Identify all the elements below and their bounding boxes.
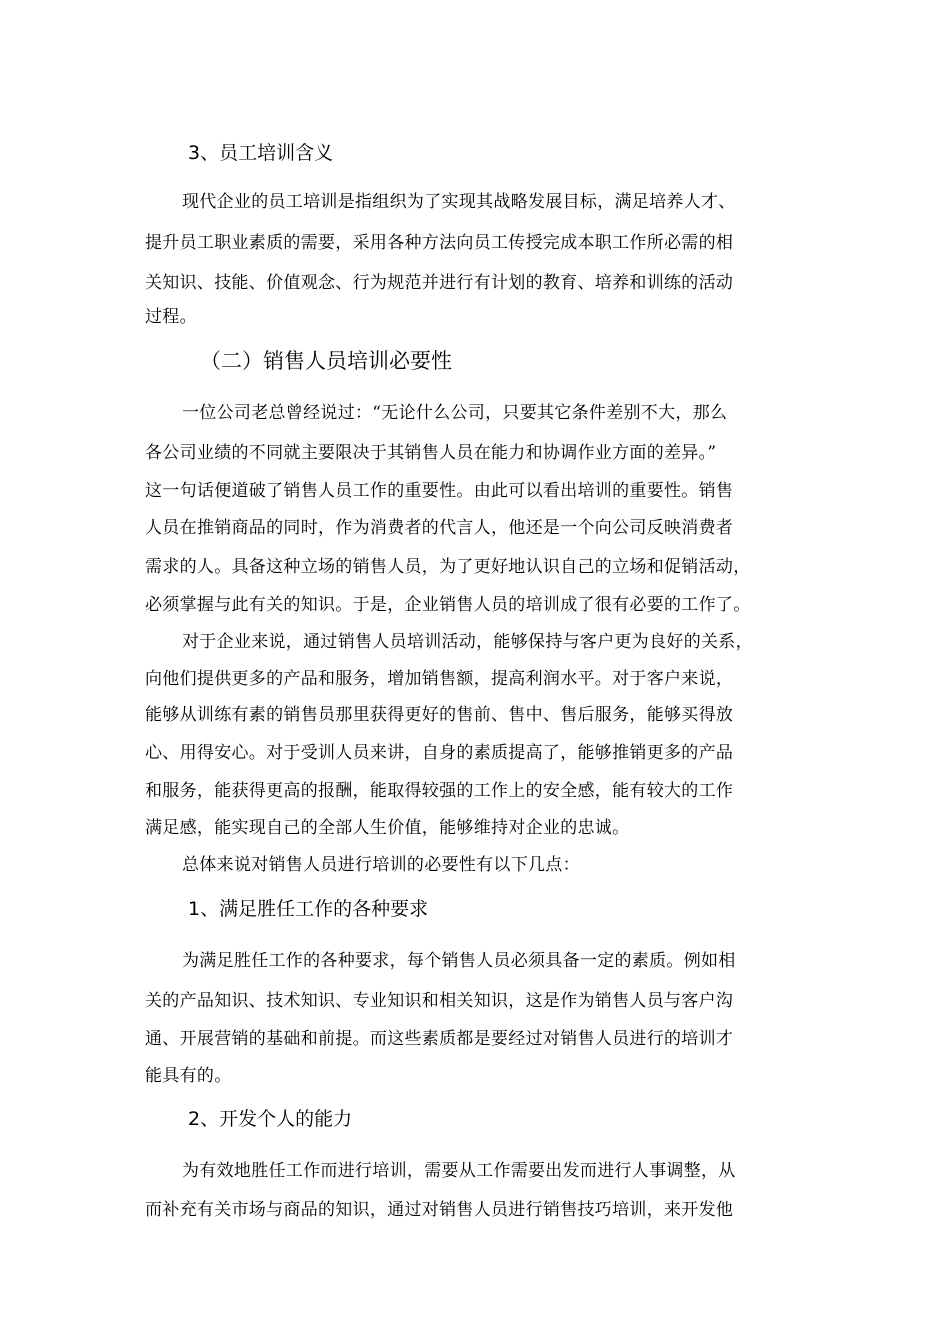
text-line: 通、开展营销的基础和前提。而这些素质都是要经过对销售人员进行的培训才 — [145, 1029, 734, 1049]
text-line: 关的产品知识、技术知识、专业知识和相关知识，这是作为销售人员与客户沟 — [145, 991, 734, 1011]
text-line: 向他们提供更多的产品和服务，增加销售额，提高利润水平。对于客户来说， — [145, 669, 734, 689]
text-line: 满足感，能实现自己的全部人生价值，能够维持对企业的忠诚。 — [145, 818, 630, 838]
subsection-heading-2: 2、开发个人的能力 — [188, 1108, 353, 1130]
text-line: 而补充有关市场与商品的知识，通过对销售人员进行销售技巧培训，来开发他 — [145, 1200, 734, 1220]
text-line: 人员在推销商品的同时，作为消费者的代言人，他还是一个向公司反映消费者 — [145, 518, 734, 538]
text-line: 一位公司老总曾经说过：“无论什么公司，只要其它条件差别不大，那么 — [182, 403, 728, 423]
text-line: 对于企业来说，通过销售人员培训活动，能够保持与客户更为良好的关系， — [182, 632, 753, 652]
text-line: 提升员工职业素质的需要，采用各种方法向员工传授完成本职工作所必需的相 — [145, 233, 734, 253]
text-line: 和服务，能获得更高的报酬，能取得较强的工作上的安全感，能有较大的工作 — [145, 781, 734, 801]
text-line: 为有效地胜任工作而进行培训，需要从工作需要出发而进行人事调整，从 — [182, 1161, 736, 1181]
text-line: 过程。 — [145, 307, 197, 327]
text-line: 心、用得安心。对于受训人员来讲，自身的素质提高了，能够推销更多的产品 — [145, 743, 734, 763]
text-line: 总体来说对销售人员进行培训的必要性有以下几点： — [182, 855, 580, 875]
subsection-heading-1: 1、满足胜任工作的各种要求 — [188, 898, 429, 920]
text-line: 现代企业的员工培训是指组织为了实现其战略发展目标，满足培养人才、 — [182, 192, 736, 212]
text-line: 必须掌握与此有关的知识。于是，企业销售人员的培训成了很有必要的工作了。 — [145, 595, 751, 615]
section-heading-3: 3、员工培训含义 — [188, 142, 334, 164]
text-line: 能够从训练有素的销售员那里获得更好的售前、售中、售后服务，能够买得放 — [145, 705, 734, 725]
text-line: 需求的人。具备这种立场的销售人员，为了更好地认识自己的立场和促销活动， — [145, 557, 751, 577]
text-line: 能具有的。 — [145, 1066, 232, 1086]
text-line: 这一句话便道破了销售人员工作的重要性。由此可以看出培训的重要性。销售 — [145, 481, 734, 501]
text-line: 关知识、技能、价值观念、行为规范并进行有计划的教育、培养和训练的活动 — [145, 273, 734, 293]
part-heading-2: （二）销售人员培训必要性 — [200, 349, 452, 373]
text-line: 为满足胜任工作的各种要求，每个销售人员必须具备一定的素质。例如相 — [182, 951, 736, 971]
text-line: 各公司业绩的不同就主要限决于其销售人员在能力和协调作业方面的差异。” — [145, 443, 717, 463]
